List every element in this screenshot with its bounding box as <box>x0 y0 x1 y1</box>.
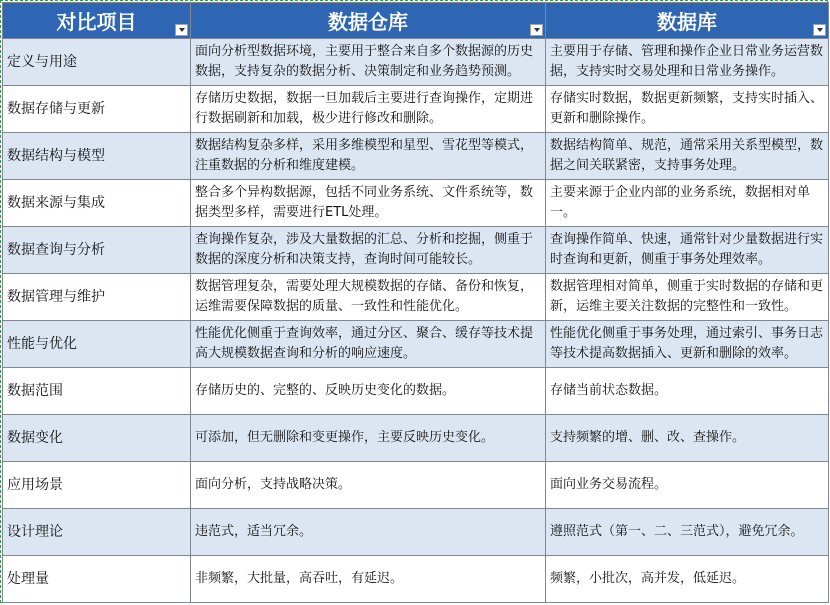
row-item-cell-text: 数据来源与集成 <box>7 195 105 211</box>
row-data-warehouse-cell-text: 数据结构复杂多样，采用多维模型和星型、雪花型等模式，注重数据的分析和维度建模。 <box>195 138 534 173</box>
row-item-cell[interactable] <box>3 415 191 462</box>
row-data-warehouse-cell-text: 存储历史的、完整的、反映历史变化的数据。 <box>195 383 456 398</box>
row-database-cell-text: 支持频繁的增、删、改、查操作。 <box>550 430 746 445</box>
row-data-warehouse-cell[interactable] <box>191 368 546 415</box>
row-database-cell-text: 面向业务交易流程。 <box>550 477 668 492</box>
table-row <box>3 556 829 603</box>
row-item-cell[interactable] <box>3 556 191 603</box>
row-database-cell-text: 主要来源于企业内部的业务系统，数据相对单一。 <box>550 185 811 220</box>
row-item-cell[interactable] <box>3 180 191 227</box>
table-row <box>3 39 829 86</box>
table-row <box>3 462 829 509</box>
table-row <box>3 509 829 556</box>
row-database-cell-text: 数据管理相对简单，侧重于实时数据的存储和更新，运维主要关注数据的完整性和一致性。 <box>550 279 824 314</box>
row-database-cell[interactable] <box>546 415 829 462</box>
row-item-cell[interactable] <box>3 274 191 321</box>
table-row <box>3 274 829 321</box>
row-item-cell-text: 处理量 <box>7 571 49 587</box>
row-data-warehouse-cell[interactable] <box>191 509 546 556</box>
header-item-label: 对比项目 <box>56 10 137 34</box>
row-database-cell-text: 查询操作简单、快速，通常针对少量数据进行实时查询和更新，侧重于事务处理效率。 <box>550 232 824 267</box>
row-database-cell-text: 存储当前状态数据。 <box>550 383 668 398</box>
table-row <box>3 368 829 415</box>
row-data-warehouse-cell-text: 整合多个异构数据源，包括不同业务系统、文件系统等，数据类型多样，需要进行ETL处理。 <box>195 185 534 220</box>
row-item-cell[interactable] <box>3 227 191 274</box>
row-database-cell-text: 主要用于存储、管理和操作企业日常业务运营数据，支持实时交易处理和日常业务操作。 <box>550 44 824 79</box>
row-data-warehouse-cell-text: 存储历史数据，数据一旦加载后主要进行查询操作，定期进行数据刷新和加载，极少进行修改和删除。 <box>195 91 534 126</box>
row-item-cell[interactable] <box>3 86 191 133</box>
row-data-warehouse-cell[interactable] <box>191 180 546 227</box>
header-data-warehouse <box>191 3 546 39</box>
row-data-warehouse-cell[interactable] <box>191 462 546 509</box>
table-row <box>3 321 829 368</box>
row-database-cell[interactable] <box>546 274 829 321</box>
row-item-cell[interactable] <box>3 509 191 556</box>
row-database-cell[interactable] <box>546 180 829 227</box>
row-data-warehouse-cell-text: 可添加，但无删除和变更操作，主要反映历史变化。 <box>195 430 495 445</box>
header-row <box>3 3 829 39</box>
row-data-warehouse-cell[interactable] <box>191 227 546 274</box>
filter-dropdown-icon[interactable] <box>813 24 826 36</box>
table-row <box>3 180 829 227</box>
row-database-cell-text: 存储实时数据，数据更新频繁，支持实时插入、更新和删除操作。 <box>550 91 824 126</box>
row-database-cell-text: 频繁，小批次，高并发，低延迟。 <box>550 571 746 586</box>
table-row <box>3 227 829 274</box>
row-data-warehouse-cell-text: 面向分析，支持战略决策。 <box>195 477 352 492</box>
row-data-warehouse-cell-text: 非频繁，大批量，高吞吐，有延迟。 <box>195 571 404 586</box>
filter-dropdown-icon[interactable] <box>175 24 188 36</box>
row-database-cell[interactable] <box>546 462 829 509</box>
comparison-table <box>2 2 829 603</box>
row-database-cell-text: 遵照范式（第一、二、三范式），避免冗余。 <box>550 524 804 539</box>
row-item-cell-text: 应用场景 <box>7 477 63 493</box>
row-database-cell[interactable] <box>546 39 829 86</box>
row-item-cell-text: 数据结构与模型 <box>7 148 105 164</box>
row-database-cell[interactable] <box>546 556 829 603</box>
row-data-warehouse-cell-text: 数据管理复杂，需要处理大规模数据的存储、备份和恢复，运维需要保障数据的质量、一致性和性能优化。 <box>195 279 534 314</box>
row-item-cell-text: 定义与用途 <box>7 54 77 70</box>
header-database <box>546 3 829 39</box>
row-database-cell[interactable] <box>546 509 829 556</box>
row-item-cell[interactable] <box>3 133 191 180</box>
row-database-cell-text: 数据结构简单、规范，通常采用关系型模型，数据之间关联紧密，支持事务处理。 <box>550 138 824 173</box>
row-item-cell-text: 数据查询与分析 <box>7 242 105 258</box>
row-database-cell[interactable] <box>546 227 829 274</box>
row-data-warehouse-cell[interactable] <box>191 415 546 462</box>
row-database-cell-text: 性能优化侧重于事务处理，通过索引、事务日志等技术提高数据插入、更新和删除的效率。 <box>550 326 824 361</box>
row-item-cell-text: 数据管理与维护 <box>7 289 105 305</box>
row-item-cell[interactable] <box>3 462 191 509</box>
table-row <box>3 415 829 462</box>
row-item-cell-text: 数据存储与更新 <box>7 101 105 117</box>
row-data-warehouse-cell[interactable] <box>191 274 546 321</box>
table-row <box>3 133 829 180</box>
row-item-cell-text: 设计理论 <box>7 524 63 540</box>
filter-dropdown-icon[interactable] <box>530 24 543 36</box>
row-item-cell[interactable] <box>3 39 191 86</box>
row-database-cell[interactable] <box>546 321 829 368</box>
row-data-warehouse-cell[interactable] <box>191 39 546 86</box>
header-item <box>3 3 191 39</box>
row-item-cell[interactable] <box>3 321 191 368</box>
table-row <box>3 86 829 133</box>
row-item-cell-text: 数据变化 <box>7 430 63 446</box>
row-data-warehouse-cell-text: 违范式，适当冗余。 <box>195 524 313 539</box>
row-database-cell[interactable] <box>546 133 829 180</box>
row-data-warehouse-cell-text: 查询操作复杂，涉及大量数据的汇总、分析和挖掘，侧重于数据的深度分析和决策支持，查询时间可能较长。 <box>195 232 534 267</box>
row-data-warehouse-cell[interactable] <box>191 556 546 603</box>
row-data-warehouse-cell-text: 面向分析型数据环境，主要用于整合来自多个数据源的历史数据，支持复杂的数据分析、决策制定和业务趋势预测。 <box>195 44 534 79</box>
row-data-warehouse-cell[interactable] <box>191 86 546 133</box>
row-item-cell-text: 性能与优化 <box>7 336 77 352</box>
header-data-warehouse-label: 数据仓库 <box>328 10 408 34</box>
row-data-warehouse-cell[interactable] <box>191 133 546 180</box>
row-item-cell[interactable] <box>3 368 191 415</box>
row-data-warehouse-cell-text: 性能优化侧重于查询效率，通过分区、聚合、缓存等技术提高大规模数据查询和分析的响应速度。 <box>195 326 534 361</box>
header-database-label: 数据库 <box>657 10 717 34</box>
row-database-cell[interactable] <box>546 86 829 133</box>
row-database-cell[interactable] <box>546 368 829 415</box>
row-data-warehouse-cell[interactable] <box>191 321 546 368</box>
row-item-cell-text: 数据范围 <box>7 383 63 399</box>
